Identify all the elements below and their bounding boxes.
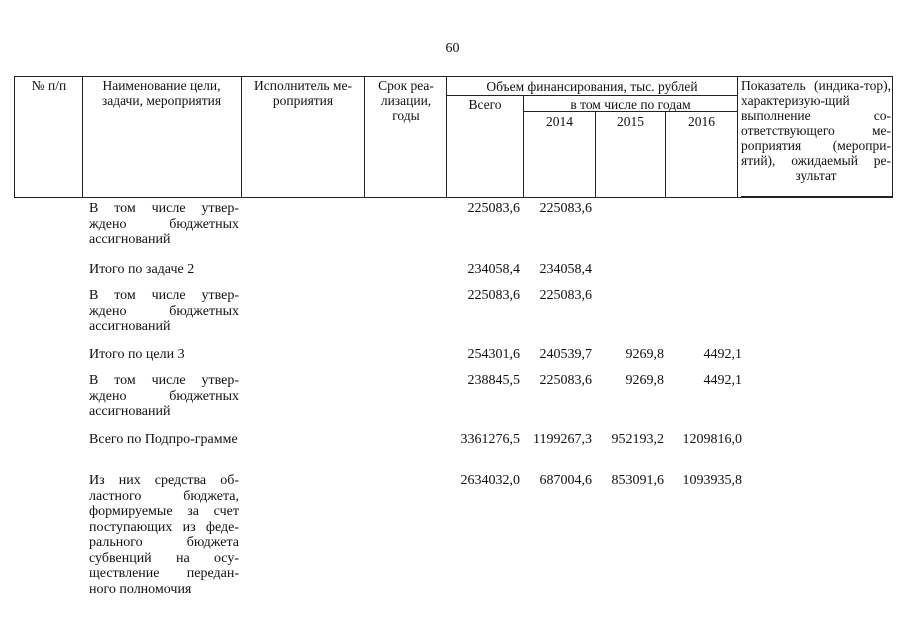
header-divider: [446, 95, 737, 96]
row-total: 225083,6: [467, 201, 520, 216]
row-label: В том числе утвер-ждено бюджетных ассигнований: [89, 373, 239, 419]
header-divider: [741, 196, 893, 197]
row-label: Итого по задаче 2: [89, 262, 195, 277]
row-2014: 240539,7: [539, 347, 592, 362]
row-total: 2634032,0: [460, 473, 520, 488]
header-executor: Исполнитель ме-роприятия: [254, 78, 352, 108]
header-year-2016: 2016: [688, 114, 715, 129]
header-total: Всего: [468, 97, 502, 112]
row-label: Всего по Подпро-грамме: [89, 432, 238, 447]
header-year-2014: 2014: [546, 114, 573, 129]
header-divider: [241, 76, 242, 198]
row-2014: 234058,4: [539, 262, 592, 277]
row-2014: 225083,6: [539, 373, 592, 388]
row-2014: 225083,6: [539, 288, 592, 303]
row-label: В том числе утвер-ждено бюджетных ассигнований: [89, 201, 239, 247]
header-financing: Объем финансирования, тыс. рублей: [486, 79, 698, 94]
header-divider: [737, 76, 738, 198]
header-number: № п/п: [31, 78, 67, 93]
header-term: Срок реа-лизации, годы: [378, 78, 434, 123]
header-divider: [665, 111, 666, 198]
row-label: Итого по цели 3: [89, 347, 185, 362]
row-2014: 1199267,3: [533, 432, 592, 447]
row-2015: 952193,2: [611, 432, 664, 447]
row-2014: 687004,6: [539, 473, 592, 488]
row-label: Из них средства об-ластного бюджета, формируемые за счет поступающих из феде-рального бюджета субвенций на осу-ществление передан-ного полномочия: [89, 473, 239, 597]
header-divider: [595, 111, 596, 198]
row-total: 238845,5: [467, 373, 520, 388]
row-2016: 4492,1: [703, 347, 742, 362]
header-year-2015: 2015: [617, 114, 644, 129]
header-by-years: в том числе по годам: [570, 97, 691, 112]
row-total: 254301,6: [467, 347, 520, 362]
header-name: Наименование цели, задачи, мероприятия: [101, 78, 222, 108]
row-2015: 9269,8: [625, 347, 664, 362]
header-divider: [364, 76, 365, 198]
header-indicator: Показатель (индика-тор), характеризую-щий выполнение со-ответствующего ме-роприятия (меропри-ятий), ожидаемый ре-зультат: [741, 78, 891, 183]
row-total: 3361276,5: [460, 432, 520, 447]
row-total: 234058,4: [467, 262, 520, 277]
page-number: 60: [445, 41, 460, 56]
row-2016: 4492,1: [703, 373, 742, 388]
row-2016: 1093935,8: [682, 473, 742, 488]
header-divider: [82, 76, 83, 198]
row-2015: 853091,6: [611, 473, 664, 488]
row-2015: 9269,8: [625, 373, 664, 388]
row-2016: 1209816,0: [682, 432, 742, 447]
row-2014: 225083,6: [539, 201, 592, 216]
row-total: 225083,6: [467, 288, 520, 303]
row-label: В том числе утвер-ждено бюджетных ассигнований: [89, 288, 239, 334]
